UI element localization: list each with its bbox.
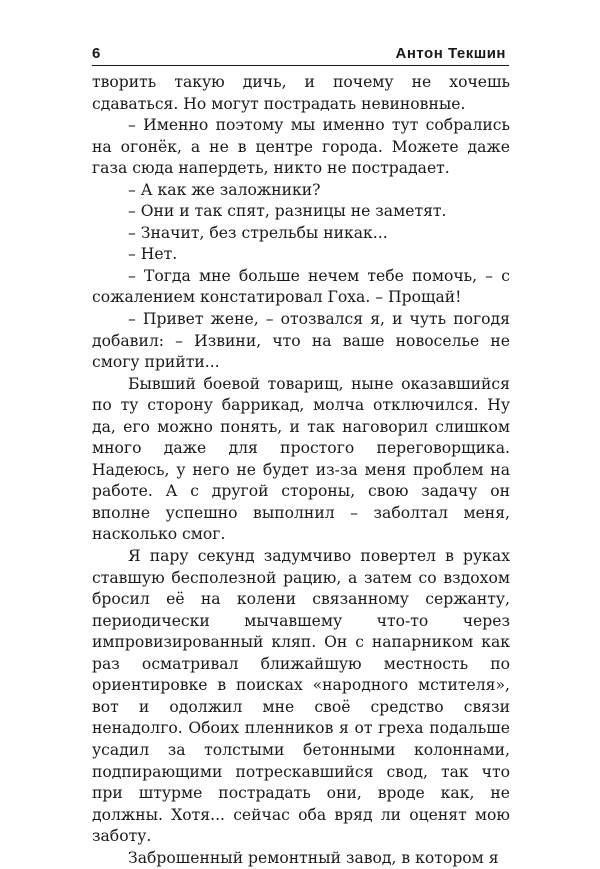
paragraph: – А как же заложники? [128, 180, 321, 199]
paragraph: Я пару секунд задумчиво повертел в руках ставшую бесполезной рацию, а затем со вздохом бросил её на колени связанному сержанту, периодически мычавшему что-то через импровизированный кляп. Он с напарником как раз осматривал ближайшую местность по ориентировке в поисках «народного мстителя», вот и одолжил мне своё средство связи ненадолго. Обоих пленников я от греха подальше усадил за толстыми бетонными колоннами, подпирающими потрескавшийся свод, так что при штурме пострадать они, вроде как, не должны. Хотя... сейчас оба вряд ли оценят мою заботу. [92, 547, 510, 846]
paragraph: творить такую дичь, и почему не хочешь сдаваться. Но могут пострадать невиновные. [92, 73, 510, 113]
paragraph: – Нет. [128, 245, 178, 264]
paragraph: Заброшенный ремонтный завод, в котором я [128, 848, 499, 867]
paragraph: – Они и так спят, разницы не заметят. [128, 202, 447, 221]
header-divider [92, 65, 509, 66]
paragraph: – Именно поэтому мы именно тут собрались на огонёк, а не в центре города. Можете даже газа сюда напердеть, никто не пострадает. [92, 116, 510, 178]
paragraph: – Привет жене, – отозвался я, и чуть погодя добавил: – Извини, что на ваше новоселье не смогу прийти... [92, 310, 510, 372]
paragraph: – Тогда мне больше нечем тебе помочь, – с сожалением констатировал Гоха. – Прощай! [92, 266, 510, 307]
paragraph: Бывший боевой товарищ, ныне оказавшийся по ту сторону баррикад, молча отключился. Ну да, его можно понять, и так наговорил слишком много даже для простого переговорщика. Надеюсь, у него не будет из-за меня проблем на работе. А с другой стороны, свою задачу он вполне успешно выполнил – заболтал меня, насколько смог. [92, 374, 510, 544]
author-name: Антон Текшин [395, 45, 506, 62]
body-text [92, 72, 510, 869]
running-header [92, 43, 508, 65]
page-number: 6 [92, 45, 101, 62]
paragraph: – Значит, без стрельбы никак... [128, 223, 388, 242]
